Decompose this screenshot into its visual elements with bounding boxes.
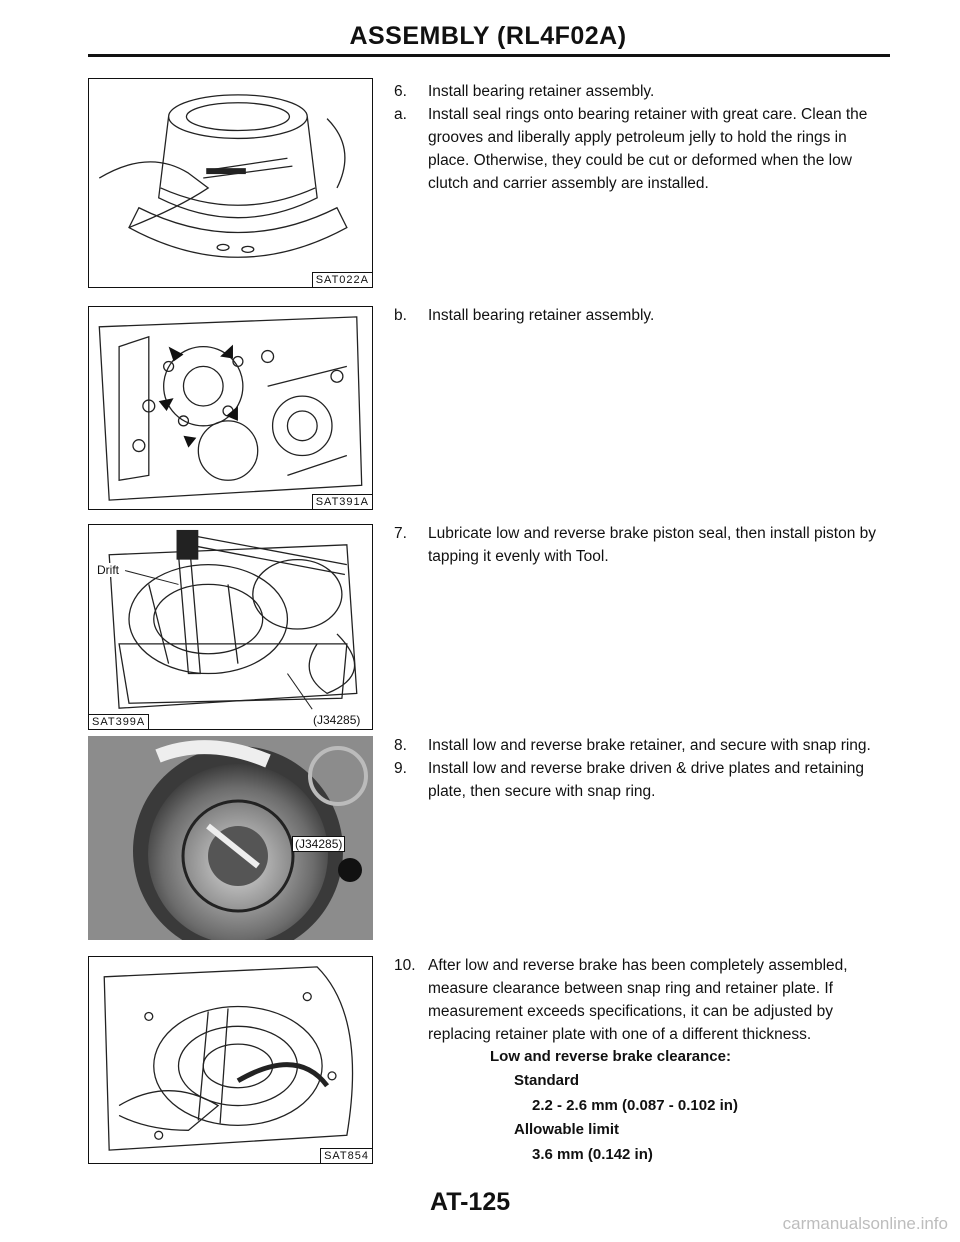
- step-number: 6.: [394, 83, 407, 100]
- spec-standard-value: 2.2 - 2.6 mm (0.087 - 0.102 in): [532, 1097, 738, 1114]
- step-text: Install low and reverse brake driven & drive plates and retaining plate, then secure with snap ring.: [428, 760, 864, 800]
- figure-sat022a: [88, 78, 373, 288]
- figure-code: SAT391A: [312, 494, 372, 509]
- callout-tool-number: (J34285): [313, 713, 361, 727]
- figure-illustration: [89, 79, 372, 287]
- figure-illustration: [89, 307, 372, 509]
- figure-sat854: [88, 956, 373, 1164]
- step-number: a.: [394, 106, 407, 123]
- step-text: Install bearing retainer assembly.: [428, 307, 655, 324]
- page-number: AT-125: [430, 1188, 511, 1216]
- figure-sat399a: [88, 524, 373, 730]
- step-text: Install low and reverse brake retainer, and secure with snap ring.: [428, 737, 871, 754]
- figure-illustration: [89, 525, 372, 729]
- spec-heading: Low and reverse brake clearance:: [490, 1048, 731, 1065]
- step-text: Lubricate low and reverse brake piston seal, then install piston by tapping it evenly with Tool.: [428, 525, 877, 565]
- figure-illustration: [89, 957, 372, 1163]
- step-number: 7.: [394, 525, 407, 542]
- figure-sat391a: [88, 306, 373, 510]
- spec-limit-label: Allowable limit: [514, 1121, 620, 1138]
- step-text: Install bearing retainer assembly.: [428, 83, 655, 100]
- spec-standard-label: Standard: [514, 1072, 580, 1089]
- figure-photo-tool: [88, 736, 373, 940]
- figure-code: SAT854: [320, 1148, 372, 1163]
- text-step-6: [394, 80, 886, 195]
- watermark: carmanualsonline.info: [782, 1214, 948, 1233]
- text-step-7: [394, 522, 886, 568]
- figure-code: SAT399A: [89, 714, 149, 729]
- spec-limit-value: 3.6 mm (0.142 in): [532, 1146, 653, 1163]
- step-text: After low and reverse brake has been completely assembled, measure clearance between snap ring and retainer plate. If measurement exceeds specifications, it can be adjusted by replacing retainer plate with one of a different thickness.: [428, 957, 848, 1043]
- step-number: 10.: [394, 957, 416, 974]
- step-number: 9.: [394, 760, 407, 777]
- step-text: Install seal rings onto bearing retainer with great care. Clean the grooves and liberally apply petroleum jelly to hold the rings in place. Otherwise, they could be cut or deformed when the low clutch and carrier assembly are installed.: [428, 106, 868, 192]
- text-step-6b: [394, 304, 886, 327]
- callout-drift: Drift: [97, 563, 119, 577]
- header-rule: [88, 54, 890, 57]
- text-step-10: [394, 954, 886, 1046]
- step-number: 8.: [394, 737, 407, 754]
- text-step-8-9: [394, 734, 886, 803]
- page-header-title: ASSEMBLY (RL4F02A): [349, 22, 627, 50]
- figure-code: SAT022A: [312, 272, 372, 287]
- callout-tool-number: (J34285): [292, 836, 345, 852]
- step-number: b.: [394, 307, 407, 324]
